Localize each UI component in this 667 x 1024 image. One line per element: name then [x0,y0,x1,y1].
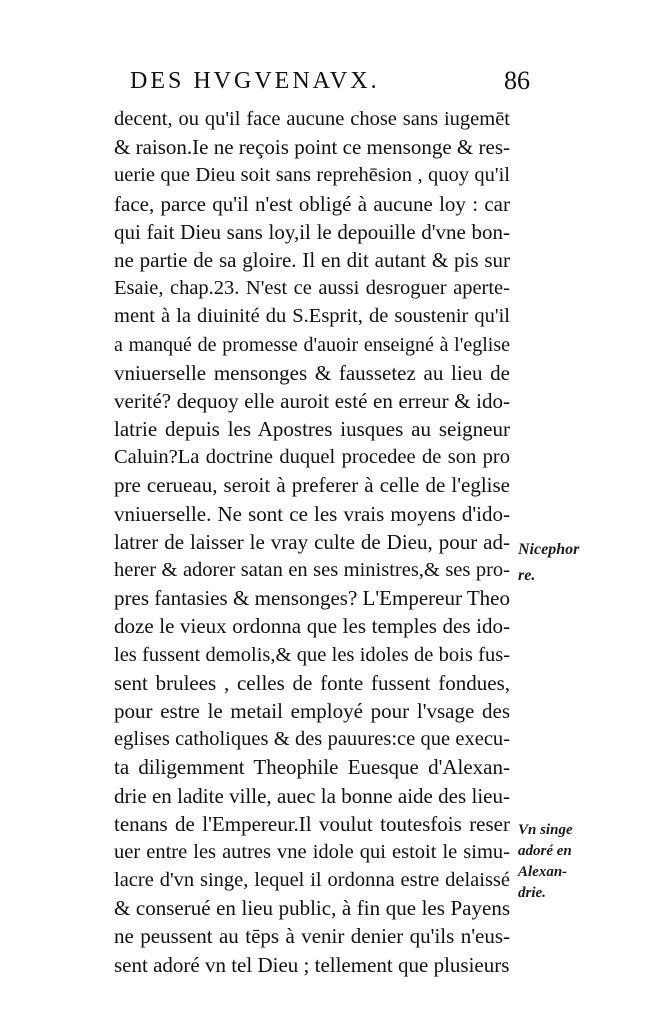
text-line: eglises catholiques & des pauures:ce que execu- [114,728,510,751]
text-line: pre cerueau, seroit à preferer à celle de l'eglise [114,473,510,498]
text-line: ne partie de sa gloire. Il en dit autant & pis sur [114,247,510,272]
body-text [114,105,510,979]
text-line: sent adoré vn tel Dieu ; tellement que plusieurs [114,952,510,977]
margin-note-line: Vn singe [518,822,573,838]
text-line: a manqué de promesse d'auoir enseigné à l'eglise [114,333,510,356]
text-line: & conserué en lieu public, à fin que les Payens [114,896,510,921]
text-line: Caluin?La doctrine duquel procedee de son pro [114,446,510,469]
text-line: ta diligemment Theophile Euesque d'Alexan- [114,755,510,780]
page-number: 86 [504,66,530,95]
text-line: latrie depuis les Apostres iusques au seigneur [114,417,510,442]
text-line: sent brulees , celles de fonte fussent fondues, [114,670,510,695]
text-line: vniuerselle. Ne sont ce les vrais moyens d'ido- [114,501,510,526]
margin-note-line: drie. [518,885,546,901]
text-line: face, parce qu'il n'est obligé à aucune loy : car [114,191,510,216]
text-line: decent, ou qu'il face aucune chose sans iugemēt [114,108,510,130]
running-title: DES HVGVENAVX. [130,68,380,94]
text-line: ne peussent au tēps à venir denier qu'ils n'eus- [114,924,510,949]
margin-note-line: Alexan- [518,864,568,880]
text-line: latrer de laisser le vray culte de Dieu, pour ad- [114,529,510,554]
text-line: uerie que Dieu soit sans reprehēsion , quoy qu'il [114,164,510,187]
margin-note-line: re. [518,567,536,584]
margin-note-singe [518,820,573,904]
text-line: qui fait Dieu sans loy,il le depouille d'vne bon- [114,219,510,244]
text-line: verité? dequoy elle auroit esté en erreur & ido- [114,388,510,413]
text-line: vniuerselle mensonges & faussetez au lieu de [114,360,510,385]
text-line: & raison.Ie ne reçois point ce mensonge & res- [114,135,510,160]
margin-note-nicephore [518,537,579,589]
text-line: doze le vieux ordonna que les temples des ido- [114,614,510,639]
text-line: pour estre le metail employé pour l'vsage des [114,698,510,723]
text-line: tenans de l'Empereur.Il voulut toutesfois reser [114,811,510,836]
margin-note-line: adoré en [518,843,572,859]
text-line: herer & adorer satan en ses ministres,& ses pro- [114,559,510,581]
margin-note-line: Nicephor [518,541,580,558]
text-line: les fussent demolis,& que les idoles de bois fus- [114,643,510,666]
text-line: drie en ladite ville, auec la bonne aide des lieu- [114,783,510,808]
running-head [130,68,530,98]
text-line: pres fantasies & mensonges? L'Empereur Theo [114,586,510,611]
text-line: ment à la diuinité du S.Esprit, de soustenir qu'il [114,305,510,328]
text-line: Esaie, chap.23. N'est ce aussi desroguer aperte- [114,277,510,300]
text-line: lacre d'vn singe, lequel il ordonna estre delaissé [114,869,510,892]
text-line: uer entre les autres vne idole qui estoit le simu- [114,840,510,863]
